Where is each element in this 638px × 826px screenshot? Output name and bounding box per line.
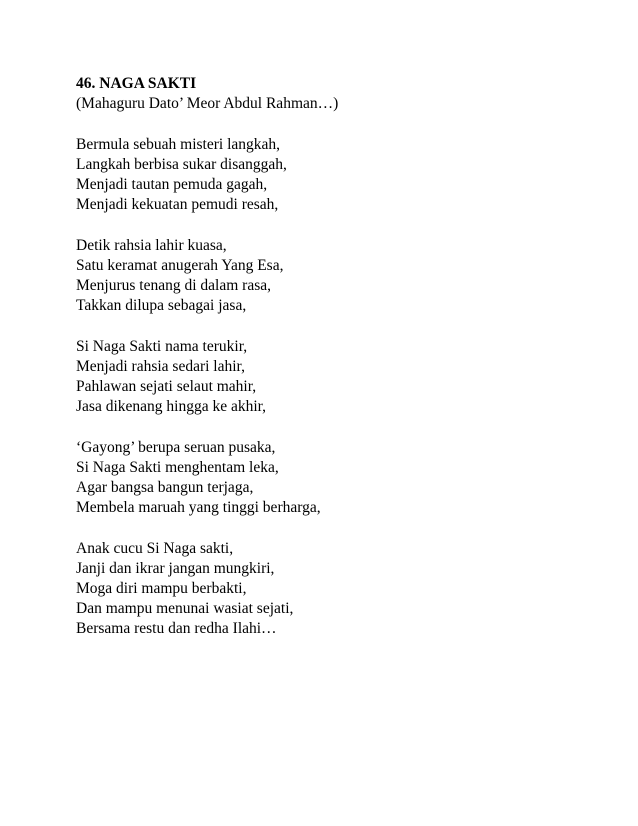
poem-line: Bersama restu dan redha Ilahi… [76,620,277,637]
poem-line: Anak cucu Si Naga sakti, [76,540,234,557]
poem-line: Menjadi kekuatan pemudi resah, [76,196,279,213]
stanza-3 [76,337,596,417]
poem-line: Detik rahsia lahir kuasa, [76,237,227,254]
stanza-2 [76,236,596,316]
poem-subtitle: (Mahaguru Dato’ Meor Abdul Rahman…) [76,95,339,112]
poem-line: Menjadi tautan pemuda gagah, [76,176,268,193]
poem-line: Moga diri mampu berbakti, [76,580,247,597]
poem-line: Menjurus tenang di dalam rasa, [76,277,271,294]
poem-line: Si Naga Sakti nama terukir, [76,338,248,355]
poem-line: Satu keramat anugerah Yang Esa, [76,257,284,274]
stanza-4 [76,438,596,518]
document-page [76,74,596,660]
poem-line: Takkan dilupa sebagai jasa, [76,297,247,314]
poem-line: Menjadi rahsia sedari lahir, [76,358,245,375]
poem-title: 46. NAGA SAKTI [76,75,197,92]
poem-line: Langkah berbisa sukar disanggah, [76,156,287,173]
poem-line: Si Naga Sakti menghentam leka, [76,459,279,476]
poem-line: Agar bangsa bangun terjaga, [76,479,254,496]
poem-line: Bermula sebuah misteri langkah, [76,136,281,153]
poem-line: Janji dan ikrar jangan mungkiri, [76,560,275,577]
poem-line: Jasa dikenang hingga ke akhir, [76,398,267,415]
stanza-1 [76,135,596,215]
poem-line: ‘Gayong’ berupa seruan pusaka, [76,439,276,456]
poem-line: Membela maruah yang tinggi berharga, [76,499,321,516]
poem-line: Dan mampu menunai wasiat sejati, [76,600,294,617]
stanza-5 [76,539,596,639]
poem-line: Pahlawan sejati selaut mahir, [76,378,257,395]
